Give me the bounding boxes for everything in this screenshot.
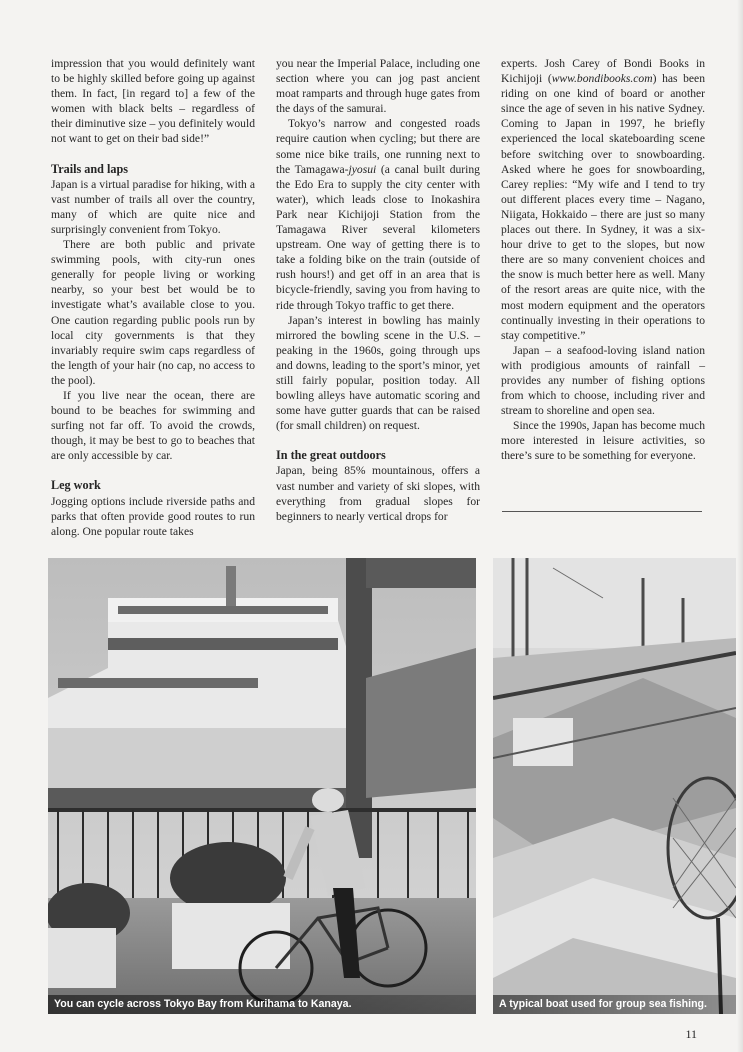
paragraph: impression that you would definitely want to be highly skilled before going up against them. In fact, [in regard to] a few of the women with black belts – regardless of their diminutive size – you definitely would not want to get on their bad side!”: [51, 57, 255, 146]
ferry-cyclist-illustration: [48, 558, 476, 1014]
text-column-2: [276, 56, 480, 524]
paragraph: Since the 1990s, Japan has become much more interested in leisure activities, so there’s sure to be something for everyone.: [501, 419, 705, 463]
section-heading-leg-work: Leg work: [51, 478, 101, 493]
paragraph: Japan, being 85% mountainous, offers a vast number and variety of ski slopes, with everything from gradual slopes for beginners to nearly vertical drops for: [276, 464, 480, 523]
photo-fishing-boat: [493, 558, 736, 1014]
text-run: Tokyo’s narrow and congested roads require caution when cycling; but there are some nice bike trails, one running next to the Tamagawa-: [276, 117, 480, 176]
section-heading-outdoors: In the great outdoors: [276, 448, 386, 463]
text-run: ) has been riding on one kind of board or another since the age of seven in his native Sydney. Coming to Japan in 1997, he briefly experienced the local skateboarding scene before switching over to snowboarding. Asked where he goes for snowboarding, Carey replies: “My wife and I tend to try out different places every time – Nagano, Niigata, Hokkaido – there are just so many places out there. In Sydney, it was a six-hour drive to get to the slopes, but now there are so many convenient choices and the snow is much better here as well. Many of the resort areas are quite nice, with the most modern equipment and the operators continually investing in their operations to stay competitive.”: [501, 72, 706, 342]
photo-caption-right: A typical boat used for group sea fishing.: [493, 995, 736, 1014]
page-number: 11: [685, 1027, 697, 1041]
paragraph: Japan is a virtual paradise for hiking, with a vast number of trails all over the country, many of which are quite nice and surprisingly convenient from Tokyo.: [51, 177, 255, 236]
end-of-article-rule: [502, 511, 702, 512]
paragraph: [276, 116, 480, 312]
paragraph: Japan’s interest in bowling has mainly mirrored the bowling scene in the U.S. – peaking in the 1960s, going through ups and downs, leading to the sport’s minor, yet still fairly popular, position today. All bowling alleys have automatic scoring and some have gutter guards that can be raised (for small children) on request.: [276, 313, 480, 433]
text-run: experts. Josh Carey of Bondi Books in Kichijoji (: [501, 57, 705, 86]
section-heading-trails: Trails and laps: [51, 161, 128, 176]
paragraph: [501, 56, 705, 343]
photo-caption-left: You can cycle across Tokyo Bay from Kurihama to Kanaya.: [48, 995, 476, 1014]
text-column-3: [501, 56, 705, 464]
paragraph: There are both public and private swimming pools, with city-run ones generally for people living or working nearby, so your best bet would be to investigate what’s available close to you. One caution regarding public pools run by local city governments is that they invariably require swim caps regardless of the length of your hair (no cap, no access to the pool).: [51, 238, 255, 387]
website-link[interactable]: www.bondibooks.com: [551, 72, 653, 86]
photo-ferry-cyclist: [48, 558, 476, 1014]
text-run: (a canal built during the Edo Era to supply the city center with water), which leads close to Inokashira Park near Kichijoji Station from the Tamagawa River several kilometers upstream. One way of getting there is to take a folding bike on the train (outside of rush hours!) and get off in an area that is bicycle-friendly, saving you from having to ride through Tokyo traffic to get there.: [276, 162, 480, 312]
paragraph: you near the Imperial Palace, including one section where you can jog past ancient moat ramparts and through huge gates from the days of the samurai.: [276, 57, 480, 116]
page-edge-shadow: [737, 0, 743, 1052]
text-column-1: [51, 56, 255, 539]
paragraph: Jogging options include riverside paths and parks that often provide good routes to run along. One popular route takes: [51, 494, 255, 538]
emphasis-term: jyosui: [348, 162, 377, 176]
fishing-boat-illustration: [493, 558, 736, 1014]
paragraph: If you live near the ocean, there are bound to be beaches for swimming and surfing not far off. To avoid the crowds, though, it may be best to go to beaches that are only accessible by car.: [51, 388, 255, 463]
paragraph: Japan – a seafood-loving island nation with prodigious amounts of rainfall – provides any number of fishing options from which to choose, including river and stream to shoreline and open sea.: [501, 343, 705, 418]
